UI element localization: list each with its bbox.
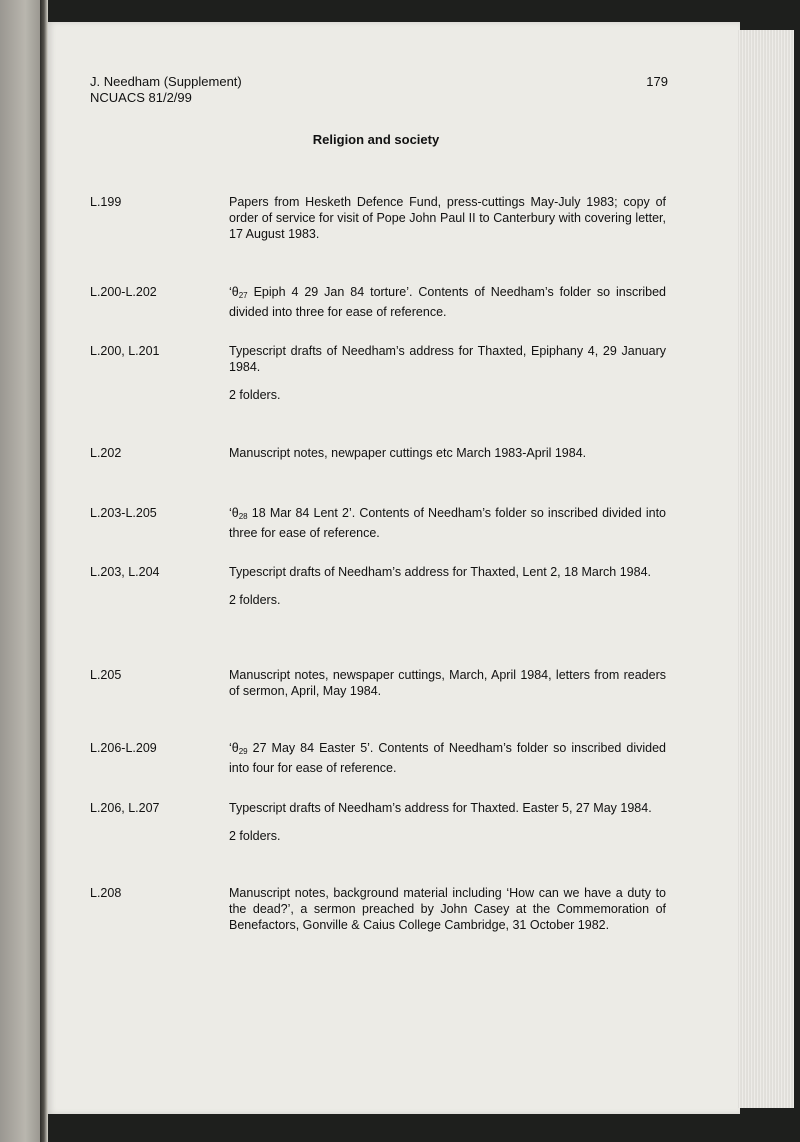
entry-ref: L.203-L.205 — [90, 506, 157, 520]
running-header — [90, 74, 242, 106]
folder-count: 2 folders. — [229, 593, 281, 607]
entry-ref: L.202 — [90, 446, 122, 460]
entry-description — [229, 194, 666, 242]
entry-description — [229, 284, 666, 320]
folder-label-theta: ‘θ — [229, 741, 239, 755]
entry-ref: L.208 — [90, 886, 122, 900]
entry-text: Manuscript notes, newpaper cuttings etc March 1983-April 1984. — [229, 446, 587, 460]
folder-number: 28 — [238, 512, 248, 521]
entry-text: Papers from Hesketh Defence Fund, press-cuttings May-July 1983; copy of order of service for visit of Pope John Paul II to Canterbury with covering letter, 17 August 1983. — [229, 195, 666, 241]
entry-description — [229, 343, 666, 403]
entry-ref: L.205 — [90, 668, 122, 682]
page-stack-edge — [738, 30, 794, 1108]
entry-ref: L.203, L.204 — [90, 565, 160, 579]
entry-ref: L.200-L.202 — [90, 285, 157, 299]
entry-text: Epiph 4 29 Jan 84 torture’. Contents of Needham’s folder so inscribed divided into three for ease of reference. — [229, 285, 666, 319]
entry-description — [229, 885, 666, 933]
entry-text: Typescript drafts of Needham’s address for Thaxted, Epiphany 4, 29 January 1984. — [229, 344, 666, 374]
header-author: J. Needham (Supplement) — [90, 74, 242, 89]
page-number: 179 — [646, 74, 668, 89]
folder-label-theta: ‘θ — [229, 506, 239, 520]
entry-description — [229, 667, 666, 699]
entry-text: Manuscript notes, newspaper cuttings, March, April 1984, letters from readers of sermon, April, May 1984. — [229, 668, 666, 698]
header-catalogue-number: NCUACS 81/2/99 — [90, 90, 192, 105]
entry-text: Typescript drafts of Needham’s address for Thaxted. Easter 5, 27 May 1984. — [229, 801, 652, 815]
folder-count: 2 folders. — [229, 388, 281, 402]
folder-number: 29 — [238, 747, 248, 756]
folder-label-theta: ‘θ — [229, 285, 239, 299]
entry-ref: L.199 — [90, 195, 122, 209]
book-gutter — [40, 0, 48, 1142]
entry-text: Manuscript notes, background material including ‘How can we have a duty to the dead?’, a sermon preached by John Casey at the Commemoration of Benefactors, Gonville & Caius College Cambridge, 31 October 1982. — [229, 886, 666, 932]
entry-ref: L.200, L.201 — [90, 344, 160, 358]
entry-description — [229, 445, 666, 461]
entry-ref: L.206, L.207 — [90, 801, 160, 815]
entry-description — [229, 505, 666, 541]
entry-ref: L.206-L.209 — [90, 741, 157, 755]
folder-count: 2 folders. — [229, 829, 281, 843]
entry-description — [229, 740, 666, 776]
folder-number: 27 — [238, 291, 248, 300]
entry-text: Typescript drafts of Needham’s address for Thaxted, Lent 2, 18 March 1984. — [229, 565, 651, 579]
entry-text: 18 Mar 84 Lent 2’. Contents of Needham’s folder so inscribed divided into three for ease of reference. — [229, 506, 666, 540]
entry-text: 27 May 84 Easter 5’. Contents of Needham’s folder so inscribed divided into four for ease of reference. — [229, 741, 666, 775]
section-title: Religion and society — [312, 132, 440, 147]
entry-description — [229, 564, 666, 608]
entry-description — [229, 800, 666, 844]
